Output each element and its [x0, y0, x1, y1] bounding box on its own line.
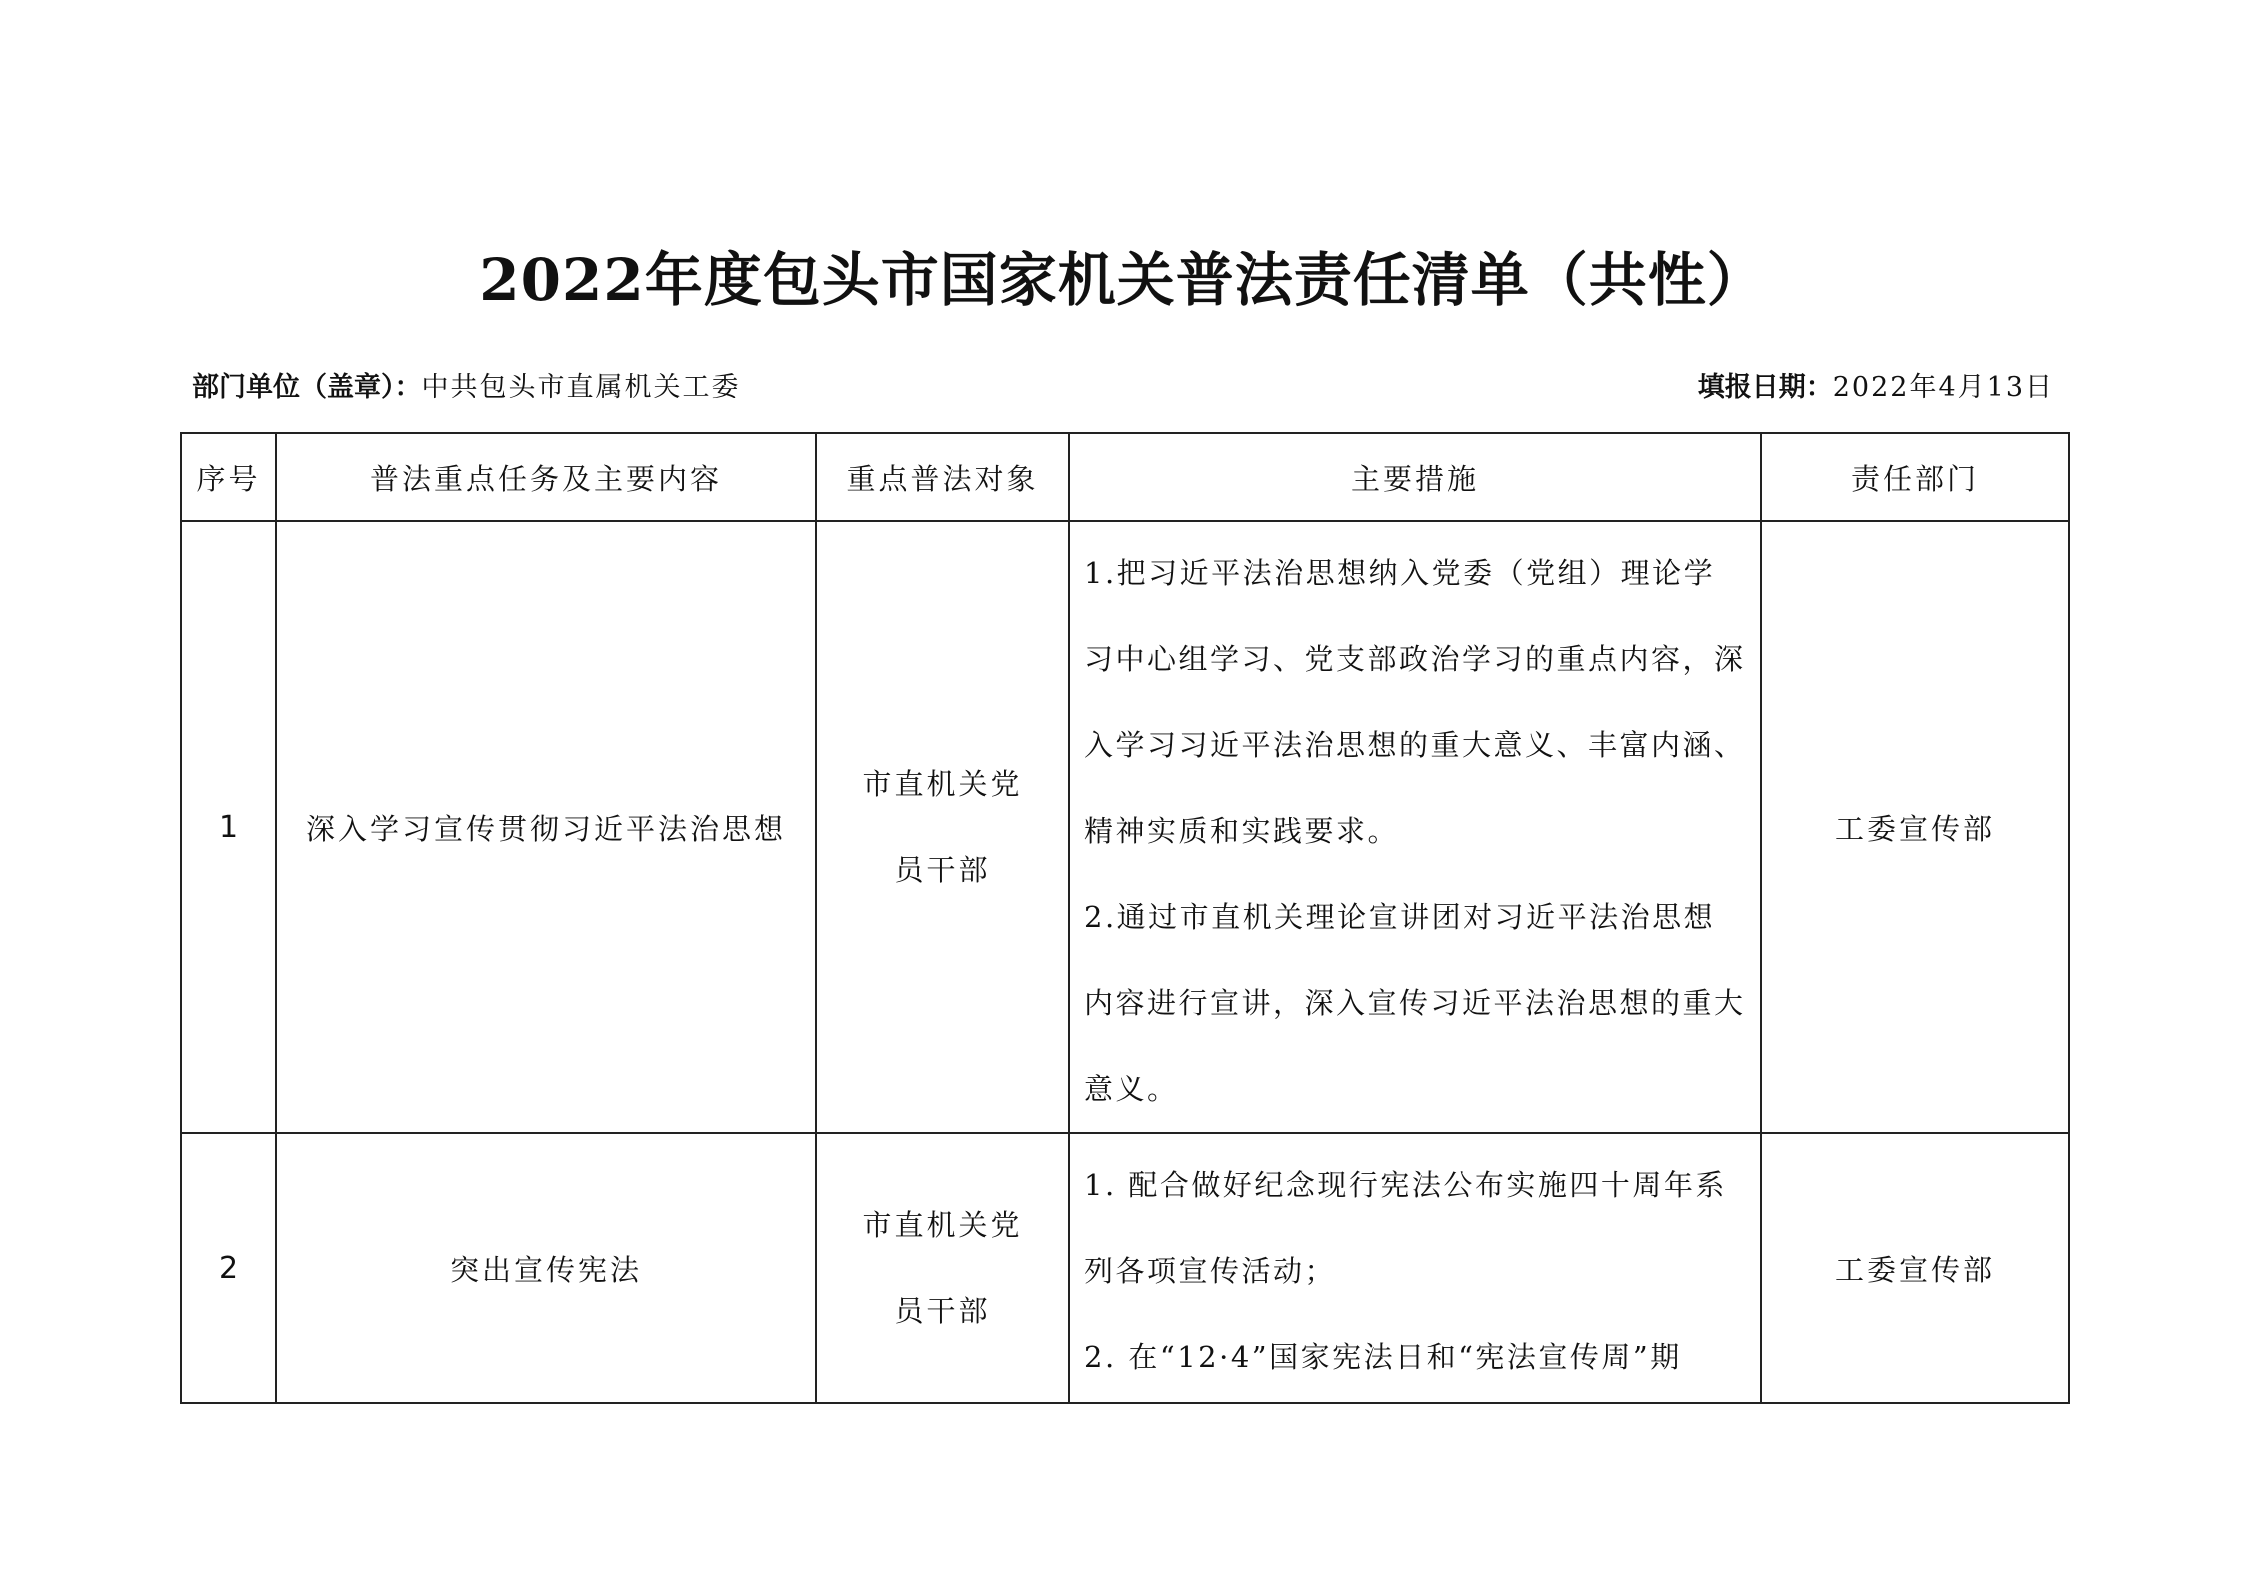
document-meta-line	[192, 368, 2054, 408]
cell-measures	[1069, 521, 1761, 1133]
unit-field	[192, 368, 741, 408]
measure-item: 2. 在“12·4”国家宪法日和“宪法宣传周”期	[1084, 1340, 1682, 1374]
header-dept: 责任部门	[1761, 433, 2069, 521]
header-task: 普法重点任务及主要内容	[276, 433, 816, 521]
cell-measures	[1069, 1133, 1761, 1403]
header-measures: 主要措施	[1069, 433, 1761, 521]
cell-target: 市直机关党员干部	[816, 1133, 1069, 1403]
cell-target: 市直机关党员干部	[816, 521, 1069, 1133]
cell-dept: 工委宣传部	[1761, 1133, 2069, 1403]
date-field	[1698, 368, 2054, 408]
measure-item: 2.通过市直机关理论宣讲团对习近平法治思想内容进行宣讲，深入宣传习近平法治思想的重大意义。	[1084, 900, 1746, 1106]
unit-label: 部门单位（盖章）：	[192, 372, 422, 403]
document-title: 2022年度包头市国家机关普法责任清单（共性）	[479, 246, 1766, 314]
cell-seq: 2	[181, 1133, 276, 1403]
cell-task: 深入学习宣传贯彻习近平法治思想	[276, 521, 816, 1133]
header-seq: 序号	[181, 433, 276, 521]
cell-seq: 1	[181, 521, 276, 1133]
measure-item: 1.把习近平法治思想纳入党委（党组）理论学习中心组学习、党支部政治学习的重点内容，深入学习习近平法治思想的重大意义、丰富内涵、精神实质和实践要求。	[1084, 556, 1746, 848]
cell-task: 突出宣传宪法	[276, 1133, 816, 1403]
table-header-row	[181, 433, 2069, 521]
measure-item: 1. 配合做好纪念现行宪法公布实施四十周年系列各项宣传活动；	[1084, 1168, 1727, 1288]
table-row	[181, 1133, 2069, 1403]
table-row	[181, 521, 2069, 1133]
responsibility-table	[180, 432, 2070, 1404]
date-label: 填报日期：	[1697, 372, 1833, 403]
date-value: 2022年4月13日	[1832, 372, 2054, 403]
cell-dept: 工委宣传部	[1761, 521, 2069, 1133]
header-target: 重点普法对象	[816, 433, 1069, 521]
unit-value: 中共包头市直属机关工委	[421, 372, 741, 403]
